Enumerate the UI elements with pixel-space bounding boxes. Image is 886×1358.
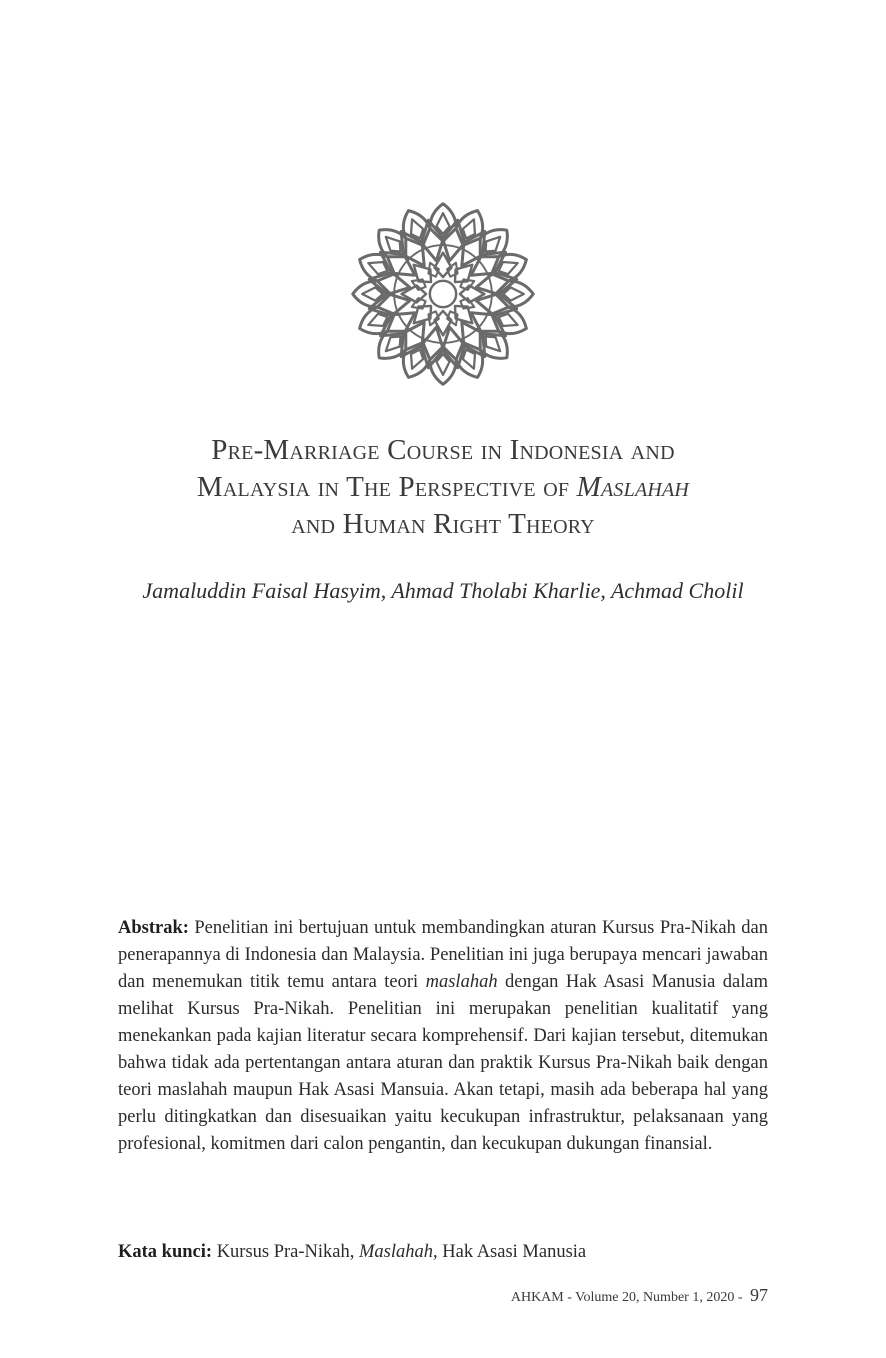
page-number: 97 xyxy=(750,1285,768,1305)
title-line-1: Pre-Marriage Course in Indonesia and xyxy=(211,434,675,466)
keywords-italic: Maslahah xyxy=(359,1241,434,1262)
abstract-label: Abstrak: xyxy=(118,917,189,938)
paper-title xyxy=(100,432,786,543)
keywords-text-1: Kursus Pra-Nikah, xyxy=(212,1241,360,1262)
abstract-paragraph xyxy=(118,915,768,1158)
footer-journal: AHKAM - Volume 20, Number 1, 2020 xyxy=(510,1290,735,1305)
title-line-2-text: Malaysia in The Perspective of xyxy=(196,471,577,503)
title-line-2-italic: Maslahah xyxy=(576,471,690,503)
keywords-line xyxy=(118,1239,768,1266)
abstract-text-1: Penelitian ini bertujuan untuk membandingkan aturan Kursus Pra-Nikah dan penerapannya di Indonesia dan Malaysia. Penelitian ini juga berupaya mencari jawaban dan menemukan titik temu antara teori xyxy=(118,917,768,992)
title-line-3: and Human Right Theory xyxy=(291,508,595,540)
keywords-label: Kata kunci: xyxy=(118,1241,213,1262)
abstract-text-2: dengan Hak Asasi Manusia dalam melihat Kursus Pra-Nikah. Penelitian ini merupakan penelitian kualitatif yang menekankan pada kajian literatur secara komprehensif. Dari kajian tersebut, ditemukan bahwa tidak ada pertentangan antara aturan dan praktik Kursus Pra-Nikah baik dengan teori maslahah maupun Hak Asasi Mansuia. Akan tetapi, masih ada beberapa hal yang perlu ditingkatkan dan disesuaikan yaitu kecukupan infrastruktur, pelaksanaan yang profesional, komitmen dari calon pengantin, dan kecukupan dukungan finansial. xyxy=(118,971,768,1154)
footer-separator: - xyxy=(734,1290,746,1305)
page-footer xyxy=(511,1285,768,1306)
abstract-text-italic: maslahah xyxy=(425,971,498,992)
title-line-2 xyxy=(100,469,786,506)
keywords-text-2: , Hak Asasi Manusia xyxy=(433,1241,587,1262)
geometric-rosette-icon xyxy=(349,200,537,388)
author-list: Jamaluddin Faisal Hasyim, Ahmad Tholabi Kharlie, Achmad Cholil xyxy=(142,578,744,603)
